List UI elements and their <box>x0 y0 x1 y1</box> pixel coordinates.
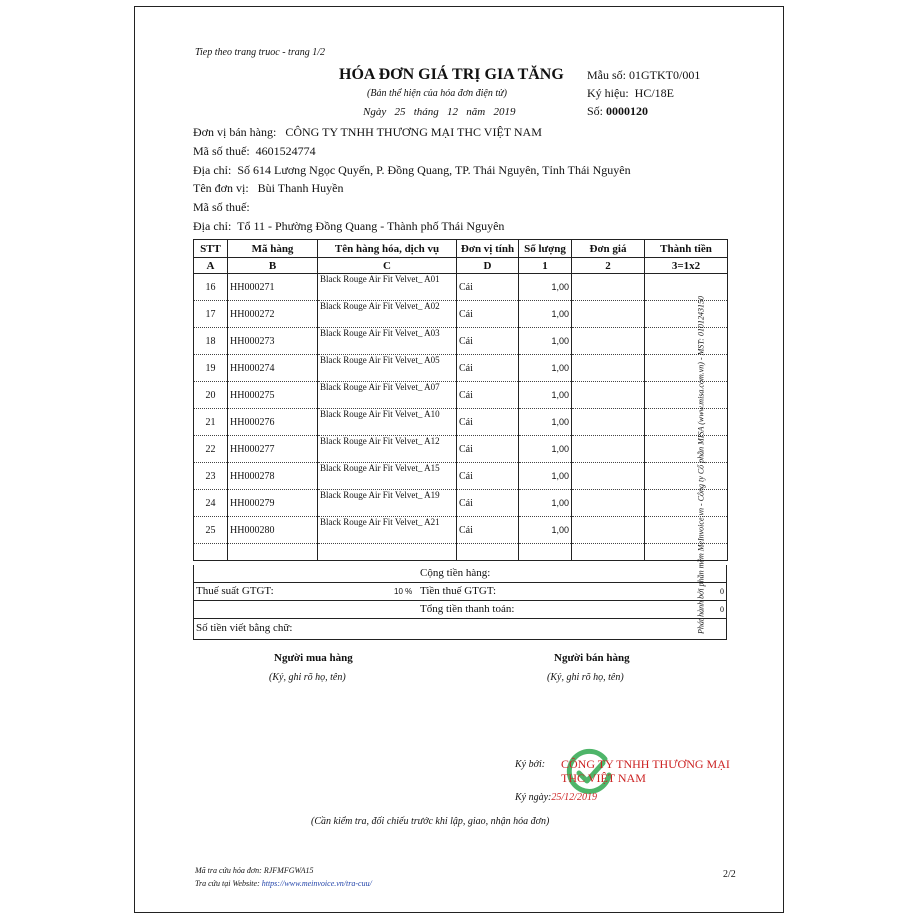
letter-c: C <box>318 258 457 274</box>
cell-code: HH000273 <box>228 328 318 355</box>
cell-code: HH000280 <box>228 517 318 544</box>
cell-amount <box>645 436 728 463</box>
cell-price <box>572 301 645 328</box>
cell-price <box>572 274 645 301</box>
header-unit: Đơn vị tính <box>457 240 519 258</box>
cell-amount <box>645 382 728 409</box>
cell-price <box>572 328 645 355</box>
seller-sign-title: Người bán hàng <box>554 652 630 664</box>
letter-3: 3=1x2 <box>645 258 728 274</box>
letter-a: A <box>194 258 228 274</box>
number-label: Số: <box>587 104 604 118</box>
lookup-code-label: Mã tra cứu hóa đơn: <box>195 866 262 875</box>
table-row <box>194 301 728 328</box>
publisher-side-note: Phát hành bởi phần mềm MeInvoice.vn - Công ty Cổ phần MISA (www.misa.com.vn) - MST: 0101243150 <box>696 296 706 634</box>
table-header-row <box>194 240 728 258</box>
buyer-name <box>193 181 343 196</box>
cell-name: Black Rouge Air Fit Velvet_ A02 <box>318 301 457 328</box>
signed-date <box>515 792 597 803</box>
cell-qty: 1,00 <box>519 409 572 436</box>
invoice-date <box>363 106 516 118</box>
lookup-site <box>195 879 372 888</box>
vat-rate-value: 10 % <box>394 587 413 596</box>
blank-cell <box>228 544 318 561</box>
cell-code: HH000279 <box>228 490 318 517</box>
table-row <box>194 274 728 301</box>
seller-address-value: Số 614 Lương Ngọc Quyến, P. Đồng Quang, TP. Thái Nguyên, Tỉnh Thái Nguyên <box>237 163 631 177</box>
table-row <box>194 409 728 436</box>
letter-d: D <box>457 258 519 274</box>
cell-unit: Cái <box>457 409 519 436</box>
table-row <box>194 355 728 382</box>
check-note: (Cần kiểm tra, đối chiếu trước khi lập, giao, nhận hóa đơn) <box>311 816 550 827</box>
buyer-name-label: Tên đơn vị: <box>193 181 249 195</box>
cell-unit: Cái <box>457 274 519 301</box>
cell-stt: 20 <box>194 382 228 409</box>
seller-tax-value: 4601524774 <box>255 144 316 158</box>
cell-code: HH000274 <box>228 355 318 382</box>
cell-name: Black Rouge Air Fit Velvet_ A03 <box>318 328 457 355</box>
table-row-blank <box>194 544 728 561</box>
date-prefix: Ngày <box>363 106 387 118</box>
seller-name-value: CÔNG TY TNHH THƯƠNG MẠI THC VIỆT NAM <box>285 125 542 139</box>
invoice-title: HÓA ĐƠN GIÁ TRỊ GIA TĂNG <box>339 66 564 83</box>
cell-amount <box>645 409 728 436</box>
cell-stt: 23 <box>194 463 228 490</box>
grand-total-label: Tổng tiền thanh toán: <box>420 603 515 615</box>
table-letter-row <box>194 258 728 274</box>
page-number: 2/2 <box>723 869 736 880</box>
seller-name <box>193 125 542 140</box>
cell-qty: 1,00 <box>519 355 572 382</box>
cell-qty: 1,00 <box>519 382 572 409</box>
cell-amount <box>645 328 728 355</box>
cell-qty: 1,00 <box>519 463 572 490</box>
cell-amount <box>645 490 728 517</box>
cell-name: Black Rouge Air Fit Velvet_ A05 <box>318 355 457 382</box>
buyer-address-value: Tổ 11 - Phường Đồng Quang - Thành phố Thái Nguyên <box>237 219 505 233</box>
items-table <box>193 239 728 561</box>
cell-stt: 24 <box>194 490 228 517</box>
symbol-value: HC/18E <box>634 86 675 100</box>
cell-name: Black Rouge Air Fit Velvet_ A19 <box>318 490 457 517</box>
cell-stt: 16 <box>194 274 228 301</box>
invoice-page <box>134 6 784 913</box>
date-year: 2019 <box>493 106 516 118</box>
cell-amount <box>645 463 728 490</box>
buyer-name-value: Bùi Thanh Huyền <box>257 181 344 195</box>
cell-unit: Cái <box>457 328 519 355</box>
lookup-code-value: RJFMFGWA15 <box>263 866 314 875</box>
table-row <box>194 382 728 409</box>
cell-stt: 18 <box>194 328 228 355</box>
table-row <box>194 463 728 490</box>
cell-qty: 1,00 <box>519 517 572 544</box>
seller-name-label: Đơn vị bán hàng: <box>193 125 277 139</box>
blank-cell <box>645 544 728 561</box>
goods-total-row <box>193 565 727 583</box>
table-row <box>194 436 728 463</box>
seller-sign-note: (Ký, ghi rõ họ, tên) <box>547 672 624 683</box>
cell-qty: 1,00 <box>519 436 572 463</box>
number-value: 0000120 <box>606 104 649 118</box>
blank-cell <box>318 544 457 561</box>
letter-2: 2 <box>572 258 645 274</box>
date-day: 25 <box>394 106 406 118</box>
cell-price <box>572 490 645 517</box>
cell-price <box>572 517 645 544</box>
vat-amount-value: 0 <box>720 587 724 596</box>
seller-address-label: Địa chỉ: <box>193 163 232 177</box>
cell-unit: Cái <box>457 301 519 328</box>
goods-total-label: Cộng tiền hàng: <box>420 567 491 579</box>
cell-code: HH000272 <box>228 301 318 328</box>
cell-stt: 21 <box>194 409 228 436</box>
vat-amount-label: Tiền thuế GTGT: <box>420 585 497 597</box>
symbol-label: Ký hiệu: <box>587 86 629 100</box>
letter-b: B <box>228 258 318 274</box>
blank-cell <box>572 544 645 561</box>
cell-price <box>572 382 645 409</box>
amount-in-words-row <box>193 619 727 640</box>
cell-name: Black Rouge Air Fit Velvet_ A15 <box>318 463 457 490</box>
signed-by-value: CÔNG TY TNHH THƯƠNG MẠI THC VIỆT NAM <box>561 757 730 785</box>
cell-unit: Cái <box>457 490 519 517</box>
blank-cell <box>519 544 572 561</box>
vat-row <box>193 583 727 601</box>
date-month: 12 <box>447 106 459 118</box>
lookup-site-link[interactable]: https://www.meinvoice.vn/tra-cuu/ <box>261 879 372 888</box>
blank-cell <box>457 544 519 561</box>
cell-unit: Cái <box>457 463 519 490</box>
cell-stt: 22 <box>194 436 228 463</box>
cell-qty: 1,00 <box>519 328 572 355</box>
cell-price <box>572 436 645 463</box>
cell-price <box>572 409 645 436</box>
form-value: 01GTKT0/001 <box>629 68 701 82</box>
cell-unit: Cái <box>457 382 519 409</box>
cell-price <box>572 355 645 382</box>
cell-code: HH000277 <box>228 436 318 463</box>
invoice-subtitle: (Bản thể hiện của hóa đơn điện tử) <box>367 88 507 99</box>
vat-rate-label: Thuế suất GTGT: <box>196 585 274 597</box>
grand-total-row <box>193 601 727 619</box>
invoice-number <box>587 104 648 119</box>
buyer-sign-note: (Ký, ghi rõ họ, tên) <box>269 672 346 683</box>
header-stt: STT <box>194 240 228 258</box>
cell-code: HH000275 <box>228 382 318 409</box>
letter-1: 1 <box>519 258 572 274</box>
header-qty: Số lượng <box>519 240 572 258</box>
cell-unit: Cái <box>457 355 519 382</box>
buyer-address-label: Địa chỉ: <box>193 219 232 233</box>
table-row <box>194 490 728 517</box>
header-amount: Thành tiền <box>645 240 728 258</box>
seller-tax-label: Mã số thuế: <box>193 144 250 158</box>
cell-name: Black Rouge Air Fit Velvet_ A07 <box>318 382 457 409</box>
grand-total-value: 0 <box>720 605 724 614</box>
seller-address <box>193 163 631 178</box>
cell-stt: 19 <box>194 355 228 382</box>
cell-stt: 17 <box>194 301 228 328</box>
form-label: Mẫu số: <box>587 68 626 82</box>
table-row <box>194 517 728 544</box>
date-month-label: tháng <box>413 106 439 118</box>
cell-amount <box>645 355 728 382</box>
signed-date-label: Ký ngày: <box>515 792 552 803</box>
cell-name: Black Rouge Air Fit Velvet_ A01 <box>318 274 457 301</box>
cell-stt: 25 <box>194 517 228 544</box>
seller-tax <box>193 144 316 159</box>
form-number <box>587 68 700 83</box>
continued-note: Tiep theo trang truoc - trang 1/2 <box>195 47 325 58</box>
cell-qty: 1,00 <box>519 490 572 517</box>
header-price: Đơn giá <box>572 240 645 258</box>
buyer-sign-title: Người mua hàng <box>274 652 353 664</box>
cell-code: HH000276 <box>228 409 318 436</box>
cell-name: Black Rouge Air Fit Velvet_ A12 <box>318 436 457 463</box>
cell-qty: 1,00 <box>519 301 572 328</box>
cell-qty: 1,00 <box>519 274 572 301</box>
invoice-symbol <box>587 86 674 101</box>
cell-name: Black Rouge Air Fit Velvet_ A10 <box>318 409 457 436</box>
cell-amount <box>645 301 728 328</box>
cell-unit: Cái <box>457 436 519 463</box>
blank-cell <box>194 544 228 561</box>
header-name: Tên hàng hóa, dịch vụ <box>318 240 457 258</box>
table-row <box>194 328 728 355</box>
signed-by-label: Ký bởi: <box>515 759 546 770</box>
table-body <box>194 274 728 561</box>
lookup-code <box>195 866 314 875</box>
signed-date-value: 25/12/2019 <box>551 792 597 803</box>
cell-amount <box>645 517 728 544</box>
cell-unit: Cái <box>457 517 519 544</box>
cell-name: Black Rouge Air Fit Velvet_ A21 <box>318 517 457 544</box>
cell-price <box>572 463 645 490</box>
buyer-address <box>193 219 504 234</box>
amount-in-words-label: Số tiền viết bằng chữ: <box>196 622 293 634</box>
header-code: Mã hàng <box>228 240 318 258</box>
buyer-tax: Mã số thuế: <box>193 200 250 214</box>
cell-code: HH000278 <box>228 463 318 490</box>
lookup-site-label: Tra cứu tại Website: <box>195 879 260 888</box>
cell-amount <box>645 274 728 301</box>
cell-code: HH000271 <box>228 274 318 301</box>
date-year-label: năm <box>466 106 486 118</box>
